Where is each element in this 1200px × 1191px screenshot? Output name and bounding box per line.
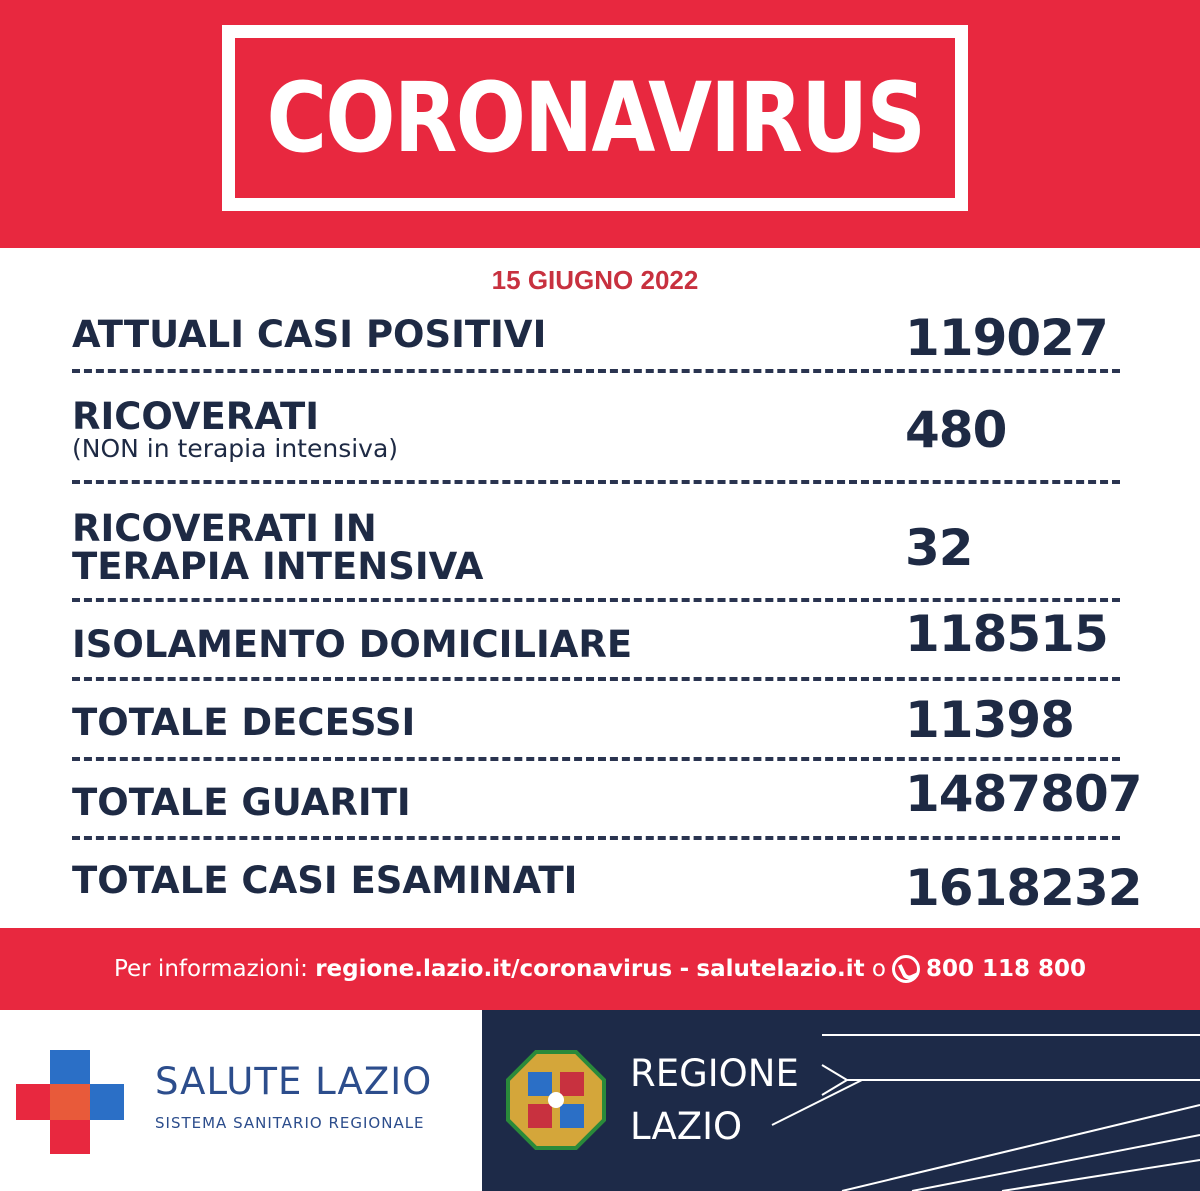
stat-label: TOTALE CASI ESAMINATI — [72, 859, 578, 902]
row-divider — [72, 480, 1120, 484]
page-title: CORONAVIRUS — [266, 62, 924, 174]
regione-lazio-title-line1: REGIONE — [630, 1052, 799, 1095]
stat-value: 118515 — [905, 605, 1108, 663]
stat-row-totale-decessi — [72, 690, 1122, 748]
stat-row-ricoverati-terapia-intensiva — [72, 508, 1122, 590]
info-link-regione[interactable]: regione.lazio.it/coronavirus — [315, 956, 673, 982]
info-link-salutelazio[interactable]: salutelazio.it — [696, 956, 865, 982]
stat-row-totale-guariti — [72, 765, 1142, 828]
row-divider — [72, 757, 1120, 761]
cross-logo-icon — [16, 1050, 126, 1154]
stat-label: TOTALE GUARITI — [72, 781, 411, 824]
report-date: 15 GIUGNO 2022 — [491, 265, 699, 295]
stat-label: TOTALE DECESSI — [72, 701, 416, 744]
stat-value: 11398 — [905, 691, 1074, 749]
stat-value: 119027 — [905, 309, 1108, 367]
info-phone-number[interactable]: 800 118 800 — [925, 956, 1087, 982]
info-or: o — [871, 956, 886, 982]
stat-label: ISOLAMENTO DOMICILIARE — [72, 623, 633, 666]
header-banner — [0, 0, 1200, 248]
row-divider — [72, 677, 1120, 681]
row-divider — [72, 598, 1120, 602]
footer-regione-lazio — [482, 1010, 1200, 1191]
title-box — [222, 25, 968, 211]
info-bar — [0, 928, 1200, 1010]
stat-sublabel: (NON in terapia intensiva) — [72, 434, 399, 463]
decorative-lines — [482, 1010, 1200, 1191]
stat-value: 1618232 — [905, 859, 1142, 917]
stat-value: 480 — [905, 401, 1007, 459]
stat-label: RICOVERATI — [72, 395, 320, 438]
phone-icon — [892, 955, 920, 983]
stat-row-ricoverati — [72, 394, 1122, 474]
salute-lazio-subtitle: SISTEMA SANITARIO REGIONALE — [155, 1114, 425, 1132]
salute-lazio-title: SALUTE LAZIO — [155, 1060, 433, 1103]
info-separator: - — [679, 956, 690, 982]
stat-row-totale-casi-esaminati — [72, 850, 1142, 917]
stat-value: 32 — [905, 519, 973, 577]
stat-label: RICOVERATI IN — [72, 507, 377, 550]
regione-lazio-title-line2: LAZIO — [630, 1105, 743, 1148]
stat-value: 1487807 — [905, 765, 1142, 823]
stat-row-attuali-casi-positivi — [72, 309, 1122, 367]
footer-salute-lazio — [0, 1010, 482, 1191]
row-divider — [72, 369, 1120, 373]
stat-label: TERAPIA INTENSIVA — [72, 545, 484, 588]
row-divider — [72, 836, 1120, 840]
stat-label: ATTUALI CASI POSITIVI — [72, 313, 547, 356]
info-prefix: Per informazioni: — [113, 956, 308, 982]
stat-row-isolamento-domiciliare — [72, 605, 1122, 670]
